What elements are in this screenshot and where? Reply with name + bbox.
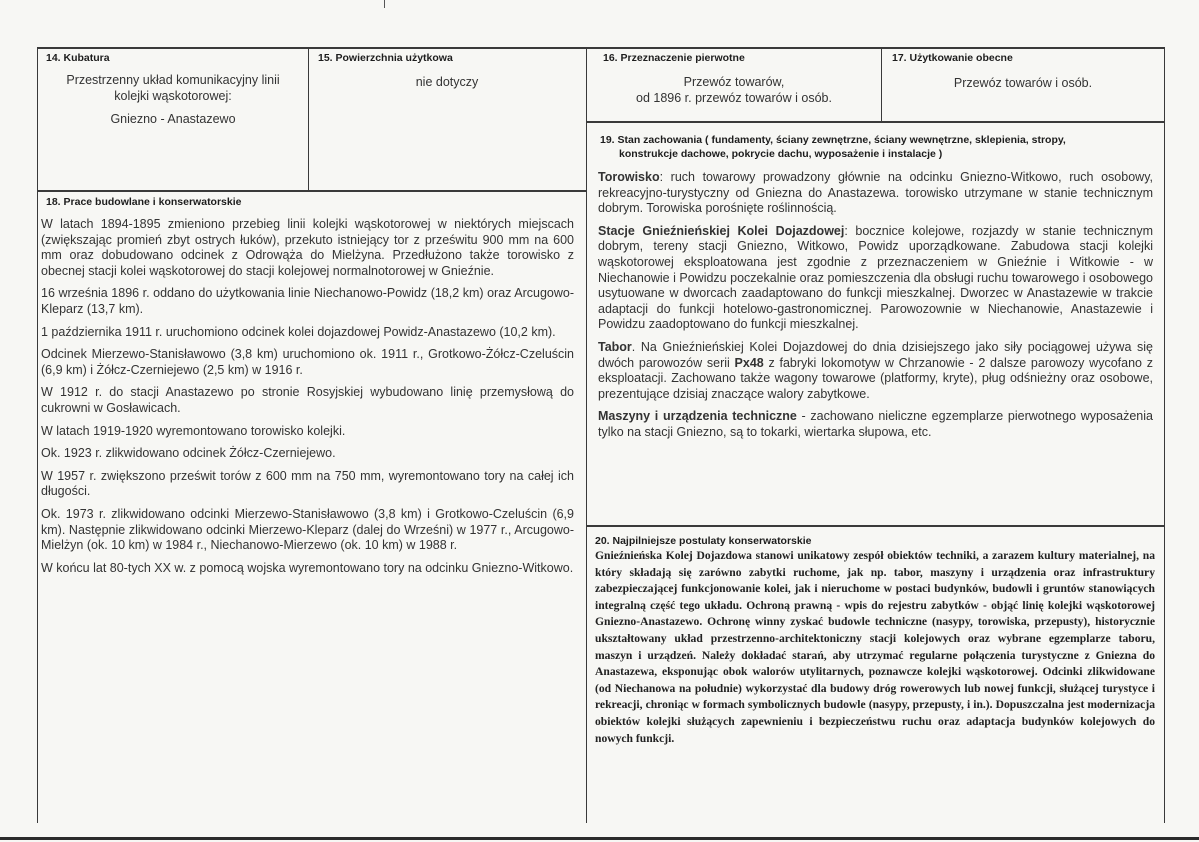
tabor-label: Tabor — [598, 339, 632, 354]
section-18-content — [41, 217, 574, 583]
section-19-maszyny — [598, 409, 1153, 440]
section-18-paragraph: W latach 1919-1920 wyremontowano torowisko kolejki. — [41, 423, 346, 438]
section-18-paragraph: Ok. 1973 r. zlikwidowano odcinki Mierzewo-Stanisławowo (3,8 km) i Grotkowo-Czeluścin (6,9 km). Następnie zlikwidowano odcinki Mierzewo-Kleparz (dalej do Wrześni) w 1977 r., Arcugowo-Mielżyn (ok. 10 km) w 1984 r., Niechanowo-Mierzewo (ok. 10 km) w 1988 r. — [41, 506, 574, 553]
section-19-header-line-2: konstrukcje dachowe, pokrycie dachu, wyposażenie i instalacje ) — [619, 148, 943, 160]
divider-under-16-17 — [586, 121, 1165, 123]
tabor-text-a: . Na Gnieźnieńskiej Kolei Dojazdowej do dnia dzisiejszego jako siły pociągowej używa się dwóch parowozów serii — [598, 339, 1153, 370]
section-19-stacje — [598, 224, 1153, 333]
section-16-line-1: Przewóz towarów, — [683, 75, 785, 89]
section-19-torowisko — [598, 170, 1153, 217]
section-16-line-2: od 1896 r. przewóz towarów i osób. — [636, 90, 832, 105]
section-19-header-line-1: 19. Stan zachowania ( fundamenty, ściany zewnętrzne, ściany wewnętrzne, sklepienia, stropy, — [600, 134, 1066, 146]
section-14-content — [40, 73, 306, 128]
section-19-header — [600, 133, 1160, 161]
section-18-paragraph: W 1957 r. zwiększono prześwit torów z 600 mm na 750 mm, wyremontowano tory na całej ich długości. — [41, 468, 574, 499]
divider-14-15 — [308, 47, 309, 190]
section-18-paragraph: W latach 1894-1895 zmieniono przebieg linii kolejki wąskotorowej w niektórych miejscach (zwiększając promień zbyt ostrych łuków), przekuto istniejący tor z prześwitu 900 mm na 600 mm oraz dobudowano odcinek z Odrowąża do Mielżyna. Przedłużono także torowisko z obecnej stacji kolei wąskotorowej do stacji kolejowej normalnotorowej w Gnieźnie. — [41, 217, 574, 278]
locomotive-series: Px48 — [734, 355, 764, 370]
section-15-value: nie dotyczy — [415, 75, 479, 89]
section-20-header: 20. Najpilniejsze postulaty konserwatorskie — [595, 535, 812, 547]
section-16-header: 16. Przeznaczenie pierwotne — [603, 52, 745, 64]
section-14-line-2: kolejki wąskotorowej: — [114, 88, 232, 103]
section-16-content — [588, 75, 880, 106]
section-18-paragraph: W końcu lat 80-tych XX w. z pomocą wojska wyremontowano tory na odcinku Gniezno-Witkowo. — [41, 560, 574, 575]
section-18-paragraph: 1 października 1911 r. uruchomiono odcinek kolei dojazdowej Powidz-Anastazewo (10,2 km). — [41, 324, 556, 339]
top-tick-mark — [384, 0, 385, 8]
left-border — [37, 47, 38, 823]
torowisko-text: : ruch towarowy prowadzony głównie na odcinku Gniezno-Witkowo, ruch osobowy, rekreacyjno-turystyczny od Gniezna do Anastazewa. torowisko utrzymane w stanie technicznym dobrym. Torowiska porośnięte roślinnością. — [598, 170, 1153, 216]
right-border — [1164, 47, 1165, 823]
section-18-paragraph: W 1912 r. do stacji Anastazewo po stronie Rosyjskiej wybudowano linię przemysłową do cukrowni w Gosławicach. — [41, 385, 574, 415]
section-14-header: 14. Kubatura — [46, 52, 110, 64]
section-14-line-1: Przestrzenny układ komunikacyjny linii — [66, 73, 280, 87]
divider-16-17 — [881, 47, 882, 121]
section-20-text: Gnieźnieńska Kolej Dojazdowa stanowi unikatowy zespół obiektów techniki, a zarazem kultury materialnej, na który składają się zarówno zabytki ruchome, jak np. tabor, maszyny i urządzenia oraz infrastruktury zabezpieczającej funkcjonowanie kolei, jak i nieruchome w postaci budynków, budowli i gruntów stanowiących integralną część tego układu. Ochroną prawną - wpis do rejestru zabytków - objąć linię kolejki wąskotorowej Gniezno-Anastazewo. Ochronę winny zyskać budowle techniczne (nasypy, torowiska, przepusty), historycznie ukształtowany układ przestrzenno-architektoniczny stacji kolejowych oraz wybrane egzemplarze taboru, maszyn i urządzeń. Należy dokładać starań, aby utrzymać regularne połączenia turystyczne z Gniezna do Anastazewa, eksponując obok walorów utylitarnych, poznawcze kolejki wąskotorowej. Odcinki zlikwidowane (od Niechanowa na południe) wykorzystać dla budowy dróg rowerowych lub nowej funkcji, służącej turystyce i rekreacji, chroniąc w formach symbolicznych budowle (nasypy, przepusty, i in.). Dopuszczalna jest modernizacja obiektów kolejki służących zapewnieniu i bezpieczeństwu ruchu oraz adaptacja budynków kolejowych do nowych funkcji. — [595, 549, 1155, 745]
section-18-paragraph: Odcinek Mierzewo-Stanisławowo (3,8 km) uruchomiono ok. 1911 r., Grotkowo-Żółcz-Czeluścin (6,9 km) i Żółcz-Czerniejewo (2,5 km) w 1916 r. — [41, 347, 574, 377]
maszyny-label: Maszyny i urządzenia techniczne — [598, 409, 797, 424]
section-15-header: 15. Powierzchnia użytkowa — [318, 52, 453, 64]
section-14-line-3: Gniezno - Anastazewo — [110, 112, 236, 127]
top-border — [37, 47, 1165, 49]
section-18-paragraph: Ok. 1923 r. zlikwidowano odcinek Żółcz-Czerniejewo. — [41, 446, 336, 461]
section-18-header: 18. Prace budowlane i konserwatorskie — [46, 196, 242, 208]
tabor-text-b: z fabryki lokomotyw w Chrzanowie - 2 dalsze parowozy wycofano z eksploatacji. Zachowano także wagony towarowe (platformy, kryte), pług odśnieżny oraz osobowe, prezentujące dzisiaj znaczące walory zabytkowe. — [598, 355, 1153, 401]
main-vertical-divider — [586, 47, 587, 823]
divider-under-14-15 — [37, 190, 587, 192]
maszyny-text: - zachowano nieliczne egzemplarze pierwotnego wyposażenia tylko na stacji Gniezno, są to tokarki, wiertarka słupowa, etc. — [598, 409, 1153, 439]
section-19-tabor — [598, 340, 1153, 402]
stacje-text: : bocznice kolejowe, rozjazdy w stanie technicznym dobrym, tereny stacji Gniezno, Witkowo, Powidz uporządkowane. Zabudowa stacji kolejki wąskotorowej eksploatowana jest zgodnie z przeznaczeniem w Gnieźnie i Witkowie - w Niechanowie i Powidzu poczekalnie oraz pomieszczenia dla obsługi ruchu towarowego i osobowego usytuowane w dworcach zaadaptowano do funkcji mieszkalnej. Dworzec w Anastazewie w trakcie adaptacji do funkcji hotelowo-gastronomicznej. Parowozownie w Niechanowie, Anastazewie i Powidzu zaadoptowano do funkcji mieszkalnej. — [598, 223, 1153, 332]
divider-under-19 — [586, 525, 1165, 527]
torowisko-label: Torowisko — [598, 170, 660, 184]
section-19-content — [598, 170, 1153, 448]
section-18-paragraph: 16 września 1896 r. oddano do użytkowania linie Niechanowo-Powidz (18,2 km) oraz Arcugowo-Kleparz (13,7 km). — [41, 286, 574, 316]
bottom-edge-line — [0, 837, 1199, 840]
section-17-value: Przewóz towarów i osób. — [953, 76, 1093, 90]
stacje-label: Stacje Gnieźnieńskiej Kolei Dojazdowej — [598, 223, 845, 238]
section-17-header: 17. Użytkowanie obecne — [892, 52, 1013, 64]
